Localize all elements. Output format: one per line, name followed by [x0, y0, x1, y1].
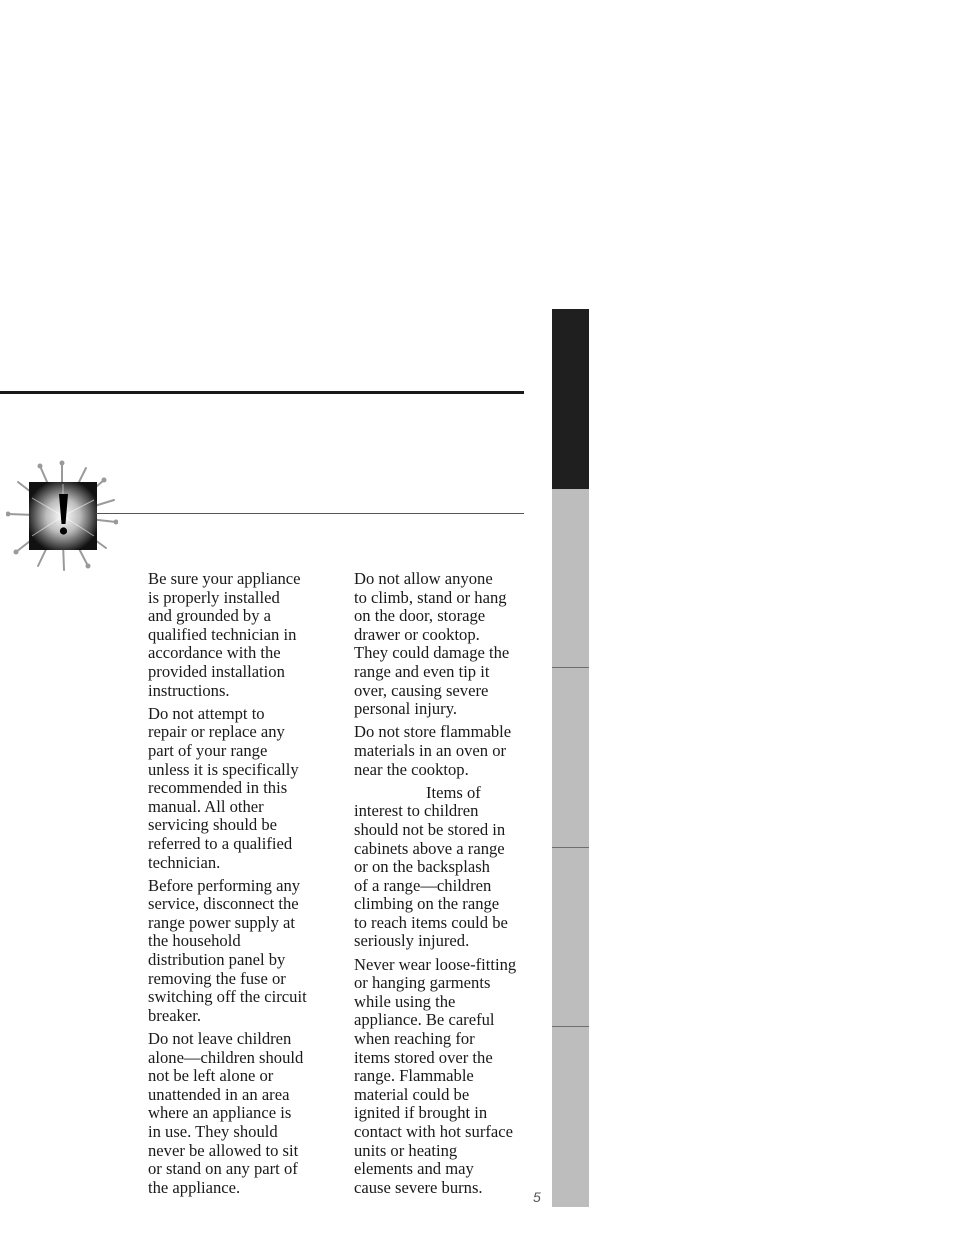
warning-rule: [96, 513, 524, 514]
section-tab-3[interactable]: [552, 667, 589, 847]
section-tab-2[interactable]: [552, 489, 589, 667]
section-divider: [0, 391, 524, 394]
exclamation-burst-icon: [6, 460, 118, 572]
section-tab-5[interactable]: [552, 1026, 589, 1207]
instruction-repair: Do not attempt to repair or replace any part of your range unless it is specifically recommended in this manual. All other servicing should be referred to a qualified technician.: [148, 703, 299, 872]
instructions-column-left: [148, 570, 320, 1202]
instructions-column-right: [354, 570, 526, 1202]
instruction-loose-garments: Never wear loose-fitting or hanging garments while using the appliance. Be careful when reaching for items stored over the range. Flammable material could be ignited if brought in contact with hot surface units or heating elements and may cause severe burns.: [354, 954, 517, 1197]
instruction-disconnect-power: Before performing any service, disconnect the range power supply at the household distribution panel by removing the fuse or switching off the circuit breaker.: [148, 875, 307, 1025]
section-tab-active[interactable]: [552, 309, 589, 489]
instruction-flammable-storage: Do not store flammable materials in an oven or near the cooktop.: [354, 722, 512, 779]
instruction-climbing: Do not allow anyone to climb, stand or hang on the door, storage drawer or cooktop. They could damage the range and even tip it over, causing severe personal injury.: [354, 569, 510, 719]
section-tabs: [552, 309, 589, 1207]
section-tab-4[interactable]: [552, 847, 589, 1026]
instruction-children-alone: Do not leave children alone—children should not be left alone or unattended in an area where an appliance is in use. They should never be allowed to sit or stand on any part of the appliance.: [148, 1029, 304, 1197]
instruction-items-of-interest: [354, 784, 526, 951]
instruction-installation: Be sure your appliance is properly installed and grounded by a qualified technician in accordance with the provided installation instructions.: [148, 569, 301, 700]
page-number: 5: [533, 1189, 541, 1205]
instruction-items-of-interest-text: Items of interest to children should not be stored in cabinets above a range or on the backsplash of a range—children climbing on the range to reach items could be seriously injured.: [354, 782, 508, 951]
